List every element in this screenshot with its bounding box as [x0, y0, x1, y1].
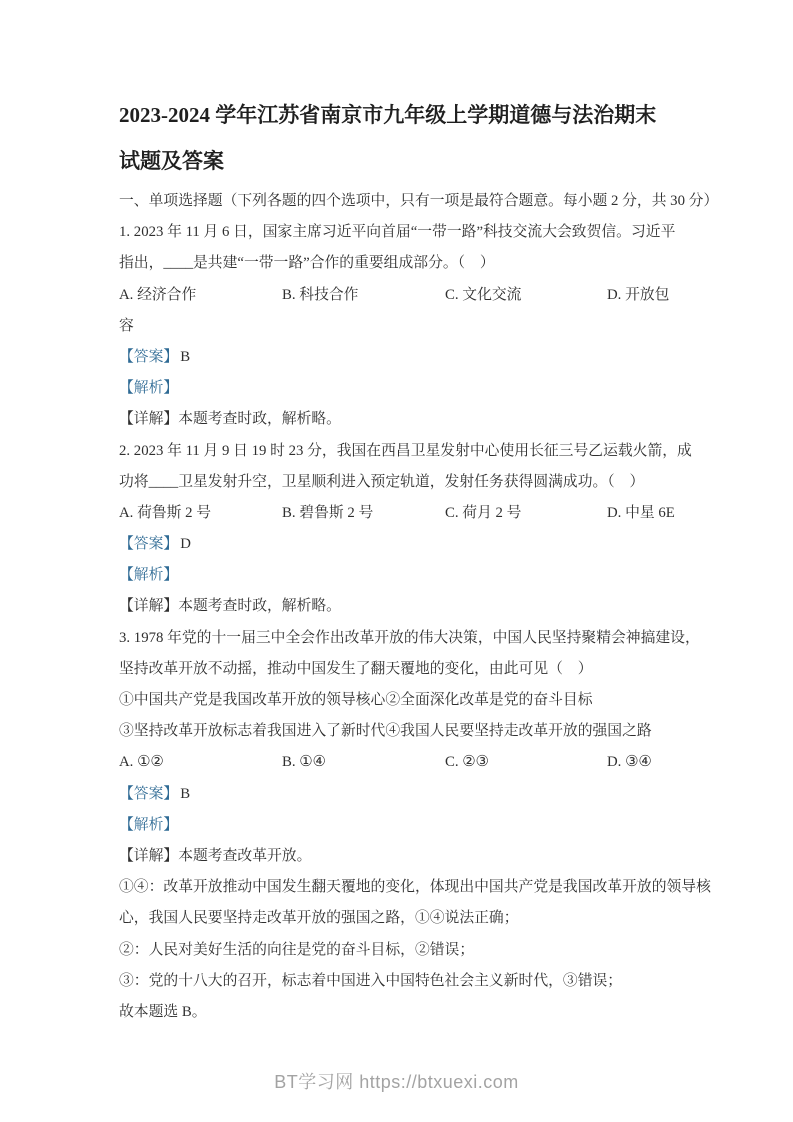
section-header: 一、单项选择题（下列各题的四个选项中，只有一项是最符合题意。每小题 2 分，共 30 分） — [119, 193, 719, 209]
question-3-detail-text: 本题考查改革开放。 — [178, 847, 312, 864]
question-2-option-d: D. 中星 6E — [607, 504, 675, 521]
question-3-explanation-line-3: ②：人民对美好生活的向往是党的奋斗目标，②错误； — [119, 941, 475, 958]
question-1-option-d: D. 开放包 — [607, 286, 670, 303]
question-1-option-b: B. 科技合作 — [282, 286, 359, 303]
question-3-analysis-line — [119, 810, 676, 841]
question-3-conclusion-line: 故本题选 B。 — [119, 1003, 207, 1020]
document-body — [119, 186, 719, 1028]
question-3-stem-line-1: 3. 1978 年党的十一届三中全会作出改革开放的伟大决策，中国人民坚持聚精会神搞建设， — [119, 629, 700, 646]
question-2-answer-line — [119, 529, 676, 560]
document-title-line-1: 2023-2024 学年江苏省南京市九年级上学期道德与法治期末 — [119, 103, 657, 127]
question-1-detail-text: 本题考查时政，解析略。 — [178, 411, 341, 428]
question-2-analysis-line — [119, 560, 676, 591]
question-2-option-a: A. 荷鲁斯 2 号 — [119, 504, 212, 521]
answer-label: 【答案】 — [119, 348, 179, 365]
question-1-option-c: C. 文化交流 — [445, 286, 522, 303]
question-block-1 — [119, 217, 676, 435]
question-3-answer-line — [119, 779, 676, 810]
analysis-label: 【解析】 — [119, 380, 179, 397]
question-3-explanation-line-4: ③：党的十八大的召开，标志着中国进入中国特色社会主义新时代，③错误； — [119, 972, 623, 989]
question-3-statements-line-1: ①中国共产党是我国改革开放的领导核心②全面深化改革是党的奋斗目标 — [119, 692, 593, 708]
question-2-option-c: C. 荷月 2 号 — [445, 504, 522, 521]
question-1-detail-line — [119, 404, 676, 435]
question-2-stem-line-1: 2. 2023 年 11 月 9 日 19 时 23 分，我国在西昌卫星发射中心使用长征三号乙运载火箭，成 — [119, 442, 692, 459]
question-3-option-b: B. ①④ — [282, 754, 326, 771]
answer-label: 【答案】 — [119, 785, 179, 802]
question-2-stem-line-2: 功将____卫星发射升空，卫星顺利进入预定轨道，发射任务获得圆满成功。（ ） — [119, 473, 645, 490]
document-title — [119, 92, 679, 184]
question-1-stem-line-1: 1. 2023 年 11 月 6 日，国家主席习近平向首届“一带一路”科技交流大会致贺信。习近平 — [119, 224, 676, 241]
question-1-option-d-wrap: 容 — [119, 317, 134, 334]
question-1-answer-line — [119, 342, 676, 373]
detail-label: 【详解】 — [119, 598, 179, 615]
detail-label: 【详解】 — [119, 411, 179, 428]
analysis-label: 【解析】 — [119, 816, 179, 833]
question-1-analysis-line — [119, 373, 676, 404]
question-1-answer-value: B — [180, 348, 191, 365]
detail-label: 【详解】 — [119, 847, 179, 864]
question-2-detail-line — [119, 591, 676, 622]
site-watermark — [0, 1068, 793, 1094]
site-watermark-text: BT学习网 https://btxuexi.com — [274, 1072, 519, 1092]
document-title-line-2: 试题及答案 — [119, 149, 224, 173]
question-3-explanation-line-1: ①④：改革开放推动中国发生翻天覆地的变化，体现出中国共产党是我国改革开放的领导核 — [119, 879, 711, 896]
question-3-statements-line-2: ③坚持改革开放标志着我国进入了新时代④我国人民要坚持走改革开放的强国之路 — [119, 723, 652, 740]
question-3-option-c: C. ②③ — [445, 754, 489, 771]
question-3-stem-line-2: 坚持改革开放不动摇，推动中国发生了翻天覆地的变化，由此可见（ ） — [119, 660, 593, 677]
question-2-options-row — [119, 498, 676, 529]
analysis-label: 【解析】 — [119, 567, 179, 584]
question-3-detail-line — [119, 841, 676, 872]
question-1-options-row — [119, 280, 676, 311]
question-2-detail-text: 本题考查时政，解析略。 — [178, 598, 341, 615]
question-3-explanation-line-2: 心，我国人民要坚持走改革开放的强国之路，①④说法正确； — [119, 910, 519, 927]
question-1-option-a: A. 经济合作 — [119, 286, 197, 303]
question-3-answer-value: B — [180, 785, 191, 802]
question-3-option-a: A. ①② — [119, 754, 164, 771]
question-1-stem-line-2: 指出，____是共建“一带一路”合作的重要组成部分。（ ） — [119, 255, 495, 272]
question-block-3 — [119, 623, 711, 1028]
question-2-answer-value: D — [180, 536, 191, 553]
question-2-option-b: B. 碧鲁斯 2 号 — [282, 504, 374, 521]
question-block-2 — [119, 436, 692, 623]
question-3-option-d: D. ③④ — [607, 754, 652, 771]
question-3-options-row — [119, 747, 676, 778]
answer-label: 【答案】 — [119, 536, 179, 553]
